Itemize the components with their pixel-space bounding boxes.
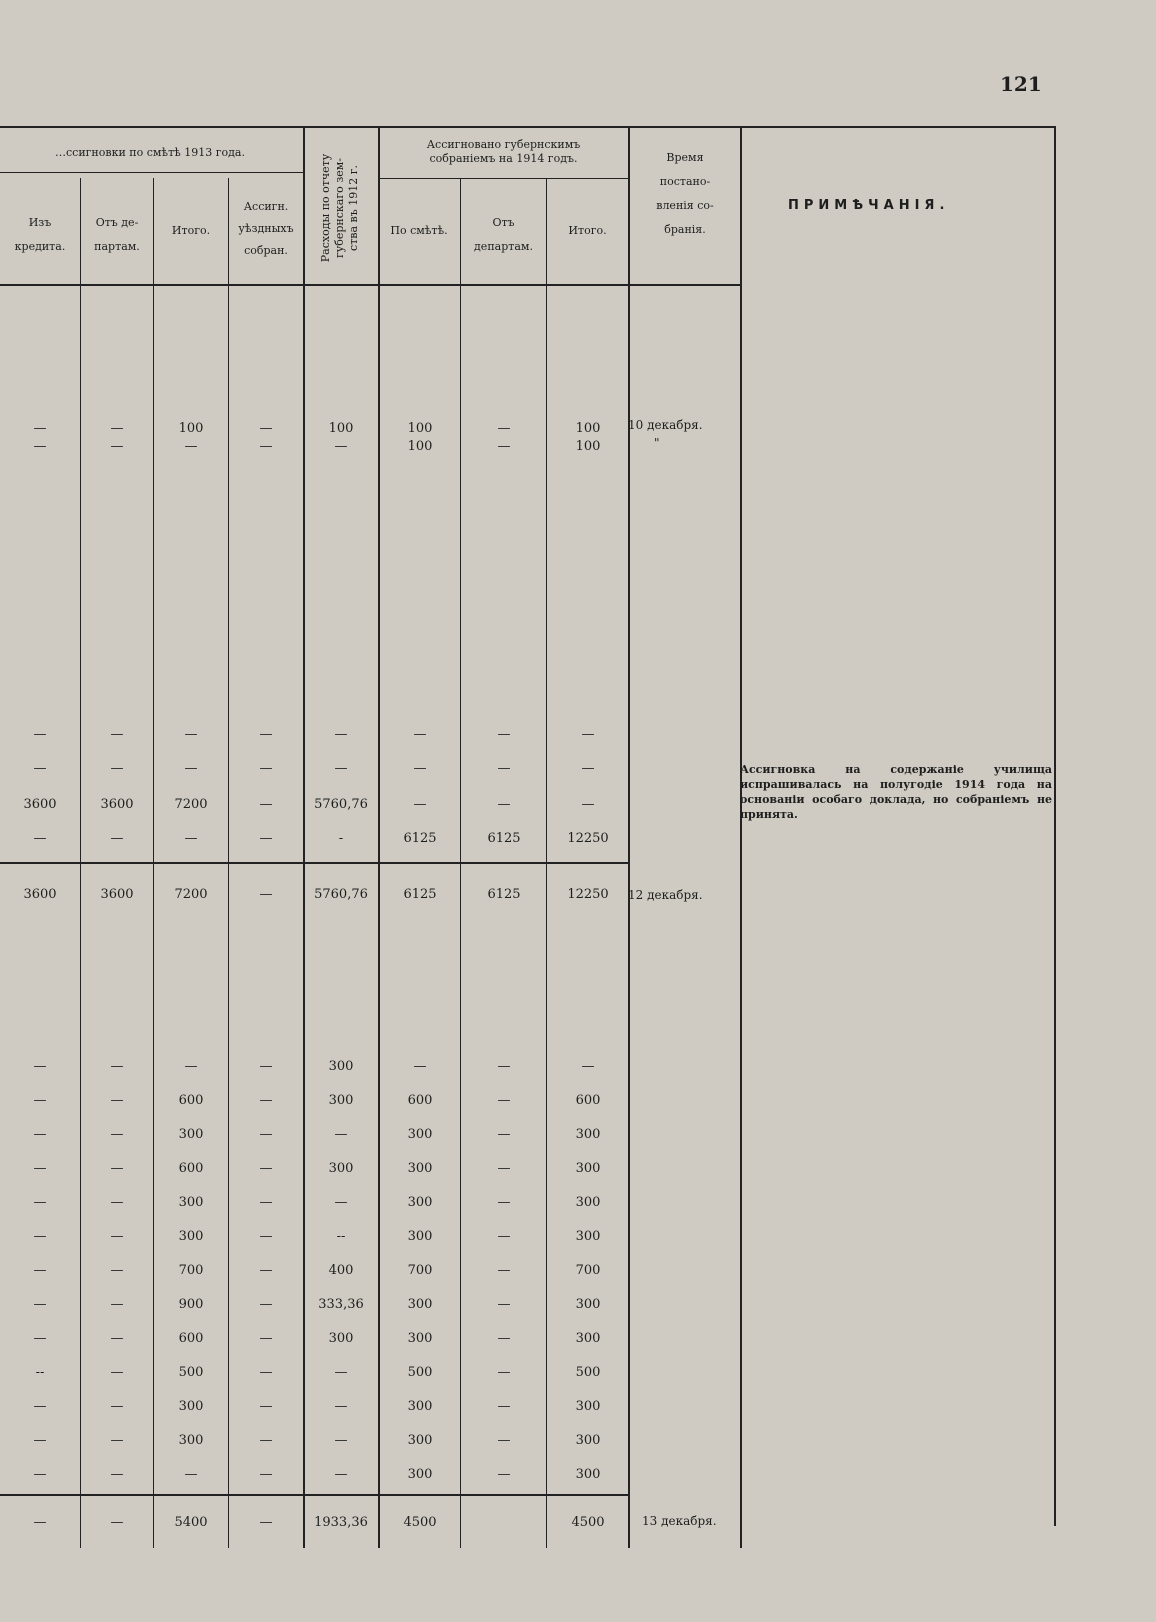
- table-cell: —: [334, 1195, 348, 1210]
- table-cell: —: [33, 761, 47, 776]
- table-cell: 300: [407, 1467, 433, 1482]
- table-cell: 300: [178, 1433, 204, 1448]
- date-13-december: 13 декабря.: [642, 1514, 717, 1528]
- table-cell: —: [33, 1093, 47, 1108]
- table-cell: —: [33, 1229, 47, 1244]
- table-cell: --: [35, 1365, 45, 1380]
- ditto-mark: ": [654, 436, 660, 450]
- table-cell: —: [497, 761, 511, 776]
- table-cell: —: [259, 439, 273, 454]
- table-cell: —: [184, 1059, 198, 1074]
- header-col-county: Ассигн. уѣздныхъ собран.: [238, 200, 294, 257]
- table-cell: —: [259, 1195, 273, 1210]
- table-cell: 500: [178, 1365, 204, 1380]
- table-cell: 300: [407, 1399, 433, 1414]
- table-cell: —: [259, 1093, 273, 1108]
- table-cell: 600: [178, 1093, 204, 1108]
- table-cell: —: [33, 727, 47, 742]
- table-cell: —: [497, 421, 511, 436]
- table-cell: —: [413, 797, 427, 812]
- table-cell: —: [110, 439, 124, 454]
- table-cell: 100: [178, 421, 204, 436]
- table-cell: —: [110, 1093, 124, 1108]
- table-cell: —: [413, 761, 427, 776]
- table-cell: —: [259, 1297, 273, 1312]
- table-cell: —: [497, 1059, 511, 1074]
- table-cell: 6125: [403, 831, 437, 846]
- table-cell: 300: [328, 1161, 354, 1176]
- table-cell: 1933,36: [314, 1515, 368, 1530]
- table-cell: —: [33, 1263, 47, 1278]
- table-cell: —: [497, 1195, 511, 1210]
- table-cell: —: [497, 1263, 511, 1278]
- table-cell: —: [184, 727, 198, 742]
- total-line: [0, 1494, 628, 1496]
- table-cell: —: [33, 831, 47, 846]
- header-col-time: Время постано- вленія со- бранія.: [656, 151, 714, 236]
- table-cell: 600: [575, 1093, 601, 1108]
- table-cell: 300: [575, 1229, 601, 1244]
- table-cell: 100: [328, 421, 354, 436]
- subtotal-line: [0, 862, 628, 864]
- table-cell: 300: [575, 1297, 601, 1312]
- table-cell: —: [497, 797, 511, 812]
- table-cell: —: [33, 1399, 47, 1414]
- col-line-1: [80, 178, 81, 1548]
- table-cell: —: [33, 1195, 47, 1210]
- header-col-by-estimate: По смѣтѣ.: [390, 224, 448, 237]
- table-cell: —: [497, 1467, 511, 1482]
- table-cell: —: [110, 1263, 124, 1278]
- table-cell: —: [581, 727, 595, 742]
- table-cell: —: [259, 1059, 273, 1074]
- header-col-total-1914: Итого.: [568, 224, 607, 237]
- table-cell: —: [497, 727, 511, 742]
- table-cell: —: [33, 1161, 47, 1176]
- table-cell: 100: [575, 439, 601, 454]
- table-cell: —: [259, 1229, 273, 1244]
- table-cell: —: [259, 797, 273, 812]
- col-line-3: [228, 178, 229, 1548]
- table-cell: —: [110, 1365, 124, 1380]
- table-cell: 300: [407, 1127, 433, 1142]
- table-cell: 300: [178, 1399, 204, 1414]
- table-cell: —: [110, 1297, 124, 1312]
- table-cell: 3600: [23, 797, 57, 812]
- table-cell: —: [110, 1433, 124, 1448]
- table-cell: 12250: [567, 887, 609, 902]
- table-cell: —: [33, 1433, 47, 1448]
- table-cell: 300: [407, 1331, 433, 1346]
- table-cell: —: [33, 1059, 47, 1074]
- table-cell: —: [334, 1467, 348, 1482]
- table-cell: —: [110, 1059, 124, 1074]
- table-cell: —: [110, 1195, 124, 1210]
- table-cell: —: [33, 439, 47, 454]
- table-cell: 500: [575, 1365, 601, 1380]
- table-cell: 100: [407, 421, 433, 436]
- table-cell: —: [334, 439, 348, 454]
- header-col-credit: Изъ кредита.: [14, 216, 66, 253]
- table-cell: 700: [575, 1263, 601, 1278]
- header-group-1914: Ассигновано губернскимъ собраніемъ на 1914 годъ.: [426, 138, 581, 165]
- header-group-1913: …ссигновки по смѣтѣ 1913 года.: [55, 146, 245, 159]
- table-cell: 300: [328, 1093, 354, 1108]
- table-cell: 600: [407, 1093, 433, 1108]
- table-cell: 7200: [174, 887, 208, 902]
- page-number: 121: [1000, 72, 1042, 96]
- table-cell: 3600: [23, 887, 57, 902]
- col-line-5: [378, 126, 380, 1548]
- table-cell: —: [110, 727, 124, 742]
- table-cell: —: [259, 831, 273, 846]
- table-cell: —: [334, 1127, 348, 1142]
- table-cell: 7200: [174, 797, 208, 812]
- table-cell: 300: [407, 1297, 433, 1312]
- table-cell: —: [33, 1127, 47, 1142]
- table-cell: 5760,76: [314, 887, 368, 902]
- table-cell: —: [413, 1059, 427, 1074]
- table-cell: —: [110, 1229, 124, 1244]
- table-cell: —: [497, 1127, 511, 1142]
- table-cell: —: [33, 1331, 47, 1346]
- table-cell: —: [259, 1467, 273, 1482]
- table-cell: —: [259, 1399, 273, 1414]
- table-cell: —: [33, 1297, 47, 1312]
- date-10-december: 10 декабря.: [628, 418, 703, 432]
- table-cell: —: [581, 1059, 595, 1074]
- date-12-december: 12 декабря.: [628, 888, 703, 902]
- table-cell: —: [497, 1399, 511, 1414]
- table-cell: —: [110, 761, 124, 776]
- table-cell: --: [336, 1229, 346, 1244]
- table-cell: —: [334, 761, 348, 776]
- table-cell: 300: [178, 1127, 204, 1142]
- table-cell: —: [497, 439, 511, 454]
- table-cell: —: [110, 421, 124, 436]
- table-cell: —: [110, 1161, 124, 1176]
- table-cell: 400: [328, 1263, 354, 1278]
- table-cell: —: [497, 1331, 511, 1346]
- table-cell: 700: [407, 1263, 433, 1278]
- table-cell: 5400: [174, 1515, 208, 1530]
- table-cell: 300: [575, 1161, 601, 1176]
- table-cell: 6125: [487, 831, 521, 846]
- table-cell: —: [184, 761, 198, 776]
- table-cell: 300: [575, 1399, 601, 1414]
- col-line-4: [303, 126, 305, 1548]
- table-cell: —: [184, 439, 198, 454]
- table-cell: 500: [407, 1365, 433, 1380]
- table-cell: 300: [407, 1195, 433, 1210]
- table-cell: —: [110, 1331, 124, 1346]
- col-line-9: [740, 126, 742, 1548]
- table-cell: —: [259, 421, 273, 436]
- table-cell: 3600: [100, 887, 134, 902]
- table-cell: [469, 1514, 539, 1532]
- table-cell: 4500: [403, 1515, 437, 1530]
- table-cell: 300: [407, 1161, 433, 1176]
- table-cell: 300: [178, 1195, 204, 1210]
- table-cell: —: [259, 887, 273, 902]
- table-cell: —: [33, 1515, 47, 1530]
- table-cell: 300: [407, 1433, 433, 1448]
- table-cell: —: [259, 1515, 273, 1530]
- table-cell: 900: [178, 1297, 204, 1312]
- col-line-8: [628, 126, 630, 1548]
- table-cell: 300: [328, 1331, 354, 1346]
- group-1913-divider: [0, 172, 304, 173]
- table-cell: —: [110, 1399, 124, 1414]
- table-cell: —: [497, 1229, 511, 1244]
- col-line-2: [153, 178, 154, 1548]
- table-cell: 300: [575, 1331, 601, 1346]
- table-cell: —: [334, 1433, 348, 1448]
- table-cell: —: [413, 727, 427, 742]
- table-cell: 700: [178, 1263, 204, 1278]
- table-cell: 600: [178, 1331, 204, 1346]
- table-cell: —: [259, 1433, 273, 1448]
- table-cell: —: [497, 1433, 511, 1448]
- note-text: Ассигновка на содержаніе училища испрашивалась на полугодіе 1914 года на основаніи особаго доклада, но собраніемъ не принята.: [740, 763, 1052, 821]
- table-cell: 300: [178, 1229, 204, 1244]
- table-cell: 300: [328, 1059, 354, 1074]
- table-cell: 3600: [100, 797, 134, 812]
- header-col-notes: ПРИМѢЧАНІЯ.: [788, 198, 950, 213]
- table-top-border: [0, 126, 1056, 128]
- table-cell: —: [259, 1127, 273, 1142]
- header-col-dept: Отъ де- партам.: [94, 216, 140, 253]
- table-cell: —: [110, 1467, 124, 1482]
- table-cell: 6125: [487, 887, 521, 902]
- group-1914-divider: [378, 178, 628, 179]
- table-cell: —: [110, 1515, 124, 1530]
- right-border: [1054, 126, 1056, 1526]
- table-cell: —: [334, 1399, 348, 1414]
- table-cell: —: [259, 761, 273, 776]
- table-cell: —: [110, 831, 124, 846]
- table-cell: 6125: [403, 887, 437, 902]
- table-cell: 300: [575, 1467, 601, 1482]
- table-cell: 300: [407, 1229, 433, 1244]
- table-cell: 100: [575, 421, 601, 436]
- table-cell: —: [33, 1467, 47, 1482]
- table-cell: —: [259, 1331, 273, 1346]
- header-col-from-dept: Отъ департам.: [474, 216, 533, 253]
- table-cell: —: [33, 421, 47, 436]
- table-cell: —: [581, 797, 595, 812]
- col-line-7: [546, 178, 547, 1548]
- table-cell: —: [259, 1263, 273, 1278]
- table-cell: —: [497, 1161, 511, 1176]
- table-cell: —: [334, 1365, 348, 1380]
- table-cell: 300: [575, 1127, 601, 1142]
- table-cell: 300: [575, 1433, 601, 1448]
- table-cell: 12250: [567, 831, 609, 846]
- header-col-expenses: Расходы по отчету губернскаго зем- ства въ 1912 г.: [319, 153, 360, 263]
- table-cell: 333,36: [318, 1297, 364, 1312]
- table-cell: 5760,76: [314, 797, 368, 812]
- table-cell: —: [110, 1127, 124, 1142]
- table-cell: 4500: [571, 1515, 605, 1530]
- table-cell: -: [338, 831, 344, 846]
- table-cell: —: [334, 727, 348, 742]
- table-cell: —: [259, 1161, 273, 1176]
- col-line-6: [460, 178, 461, 1548]
- table-cell: —: [497, 1297, 511, 1312]
- table-cell: —: [259, 727, 273, 742]
- table-cell: 100: [407, 439, 433, 454]
- table-cell: —: [581, 761, 595, 776]
- table-cell: 600: [178, 1161, 204, 1176]
- table-cell: —: [497, 1093, 511, 1108]
- header-col-total: Итого.: [171, 224, 211, 237]
- table-cell: —: [497, 1365, 511, 1380]
- table-cell: —: [184, 1467, 198, 1482]
- table-cell: —: [184, 831, 198, 846]
- table-cell: 300: [575, 1195, 601, 1210]
- table-cell: —: [259, 1365, 273, 1380]
